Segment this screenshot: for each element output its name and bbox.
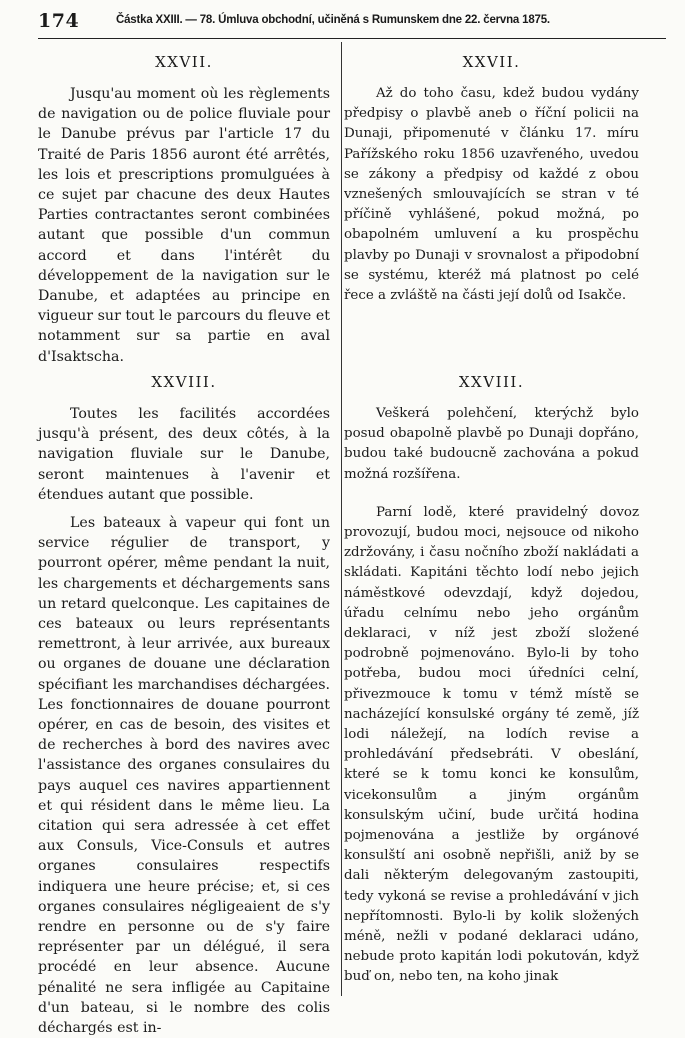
running-head: Částka XXIII. — 78. Úmluva obchodní, učiněná s Rumunskem dne 22. června 1875.: [116, 14, 550, 26]
article-paragraph: Až do toho času, kdež budou vydány předpisy o plavbě aneb o říční policii na Dunaji, připomenuté v článku 17. míru Pařížského roku 1856 uzavřeného, uvedou se zákony a předpisy od každé z obou vznešených smlouvajících se stran v té příčině vyhlášené, pokud možná, po obapolném umluvení a ku prospěchu plavby po Dunaji v srovnalost a připodobní se systému, kteréž má platnost po celé řece a zvláště na části její dolů od Isakče.: [344, 86, 639, 304]
article-28-czech: [344, 372, 639, 988]
article-27-french: [38, 52, 330, 367]
article-paragraph: Les bateaux à vapeur qui font un service régulier de transport, y pourront opérer, même pendant la nuit, les chargements et déchargements sans un retard quelconque. Les capitaines de ces bateaux ou leurs représentants remettront, à leur arrivée, aux bureaux ou organes de douane une déclaration spécifiant les marchandises déchargées. Les fonctionnaires de douane pourront opérer, en cas de besoin, des visites et de recherches à bord des navires avec l'assistance des organes consulaires du pays auquel ces navires appartiennent et qui résident dans le même lieu. La citation qui sera adressée à cet effet aux Consuls, Vice-Consuls et autres organes consulaires respectifs indiquera une heure précise; et, si ces organes consulaires négligeaient de s'y rendre en personne ou de s'y faire représenter par un délégué, il sera procédé en leur absence. Aucune pénalité ne sera infligée au Capitaine d'un bateau, si le nombre des colis déchargés est in-: [38, 515, 330, 1037]
article-title: XXVIII.: [151, 373, 217, 391]
page-header: [38, 10, 665, 36]
article-title: XXVII.: [155, 53, 213, 71]
article-paragraph: Parní lodě, které pravidelný dovoz provozují, budou moci, nejsouce od nikoho zdržovány, i času nočního zboží nakládati a skládati. Kapitáni těchto lodí nebo jejich náměstkové odevzdají, když dojedou, úřadu celnímu nebo jeho orgánům deklaraci, v níž jest zboží složené podrobně pojmenováno. Bylo-li by toho potřeba, budou moci úředníci celní, přivezmouce k tomu v témž místě se nacházející konsulské orgány té země, jíž lodi náležejí, na lodích revise a prohledávání předsebráti. V obeslání, které se k tomu konci ke konsulům, vicekonsulům a jiným orgánům konsulským učiní, bude určitá hodina pojmenována a jestliže by orgánové konsulští ani osobně nepřišli, aniž by se dali některým delegovaným zastoupiti, tedy vykoná se revise a prohledávání v jich nepřítomnosti. Bylo-li by kolik složených méně, nežli v podané deklaraci udáno, nebude proto kapitán lodi pokutován, když buď on, nebo ten, na koho jinak: [344, 504, 639, 985]
article-28-french: [38, 372, 330, 1038]
article-title: XXVII.: [462, 53, 521, 71]
column-divider: [341, 42, 342, 996]
article-title: XXVIII.: [458, 373, 525, 391]
article-27-czech: [344, 52, 639, 306]
article-paragraph: Jusqu'au moment où les règlements de navigation ou de police fluviale pour le Danube prévus par l'article 17 du Traité de Paris 1856 auront été arrêtés, les lois et prescriptions promulguées à ce sujet par chacune des deux Hautes Parties contractantes seront combinées autant que possible d'un commun accord et dans l'intérêt du développement de la navigation sur le Danube, et adaptées au principe en vigueur sur tout le parcours du fleuve et notamment sur sa partie en aval d'Isaktscha.: [38, 86, 330, 365]
article-paragraph: Toutes les facilités accordées jusqu'à présent, des deux côtés, à la navigation fluviale sur le Danube, seront maintenues à l'avenir et étendues autant que possible.: [38, 406, 330, 503]
page-number: 174: [38, 10, 80, 32]
header-rule: [38, 38, 666, 39]
article-paragraph: Veškerá polehčení, kterýchž bylo posud obapolně plavbě po Dunaji dopřáno, budou také budoucně zachována a pokud možná rozšířena.: [344, 406, 639, 482]
